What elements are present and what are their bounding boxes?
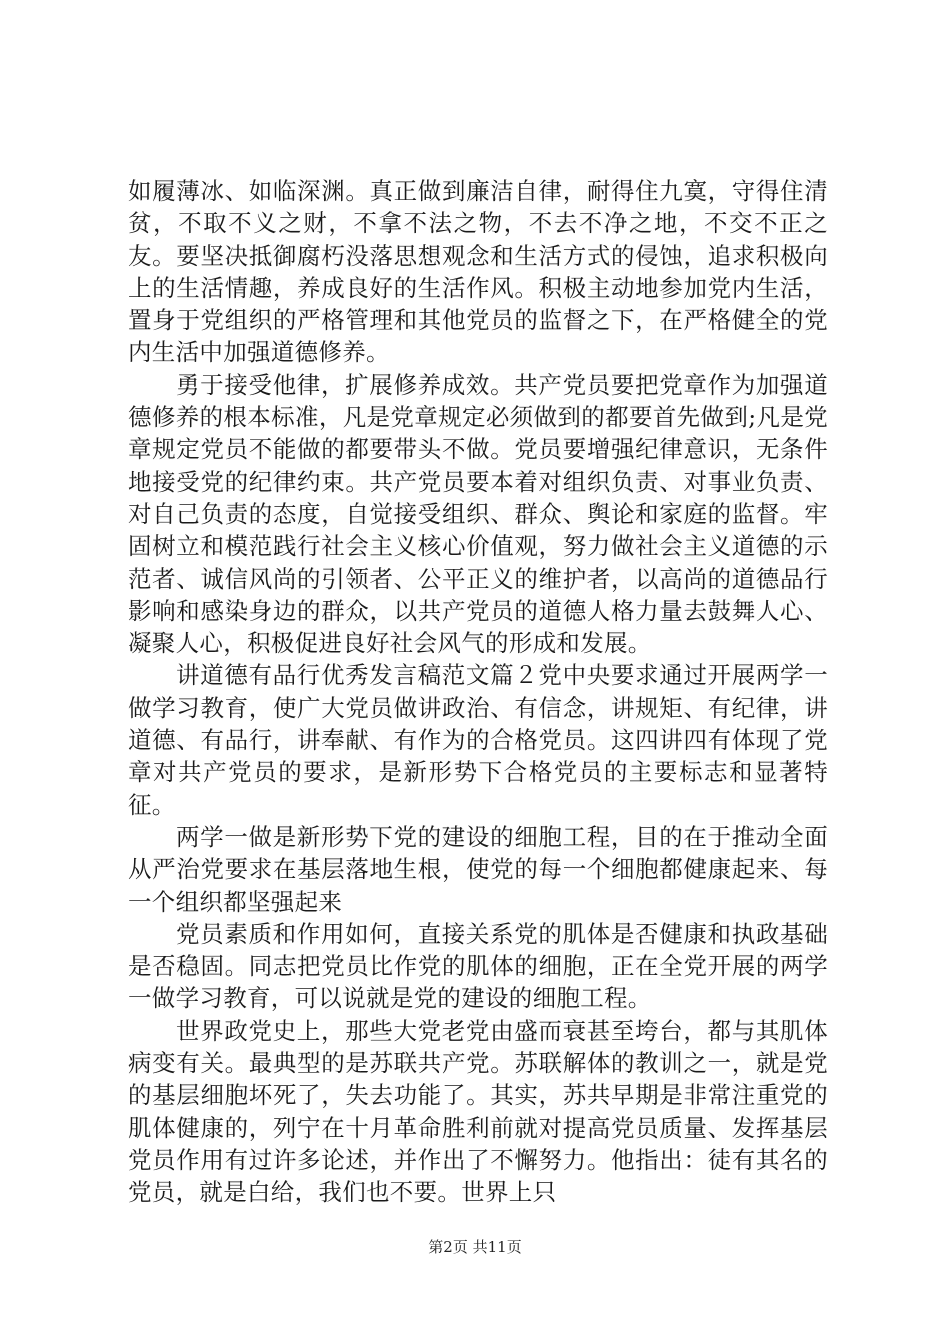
- paragraph-1: 如履薄冰、如临深渊。真正做到廉洁自律，耐得住九寞，守得住清贫，不取不义之财，不拿不法之物，不去不净之地，不交不正之友。要坚决抵御腐朽没落思想观念和生活方式的侵蚀，追求积极向上的生活情趣，养成良好的生活作风。积极主动地参加党内生活，置身于党组织的严格管理和其他党员的监督之下，在严格健全的党内生活中加强道德修养。: [128, 177, 828, 367]
- paragraph-6: 世界政党史上，那些大党老党由盛而衰甚至垮台，都与其肌体病变有关。最典型的是苏联共产党。苏联解体的教训之一，就是党的基层细胞坏死了，失去功能了。其实，苏共早期是非常注重党的肌体健康的，列宁在十月革命胜利前就对提高党员质量、发挥基层党员作用有过许多论述，并作出了不懈努力。他指出：徒有其名的党员，就是白给，我们也不要。世界上只: [128, 1016, 828, 1207]
- paragraph-3: 讲道德有品行优秀发言稿范文篇２党中央要求通过开展两学一做学习教育，使广大党员做讲政治、有信念，讲规矩、有纪律，讲道德、有品行，讲奉献、有作为的合格党员。这四讲四有体现了党章对共产党员的要求，是新形势下合格党员的主要标志和显著特征。: [128, 661, 828, 819]
- page-number-footer: 第2页 共11页: [428, 1238, 522, 1256]
- paragraph-4: 两学一做是新形势下党的建设的细胞工程，目的在于推动全面从严治党要求在基层落地生根，使党的每一个细胞都健康起来、每一个组织都坚强起来: [128, 822, 828, 916]
- paragraph-2: 勇于接受他律，扩展修养成效。共产党员要把党章作为加强道德修养的根本标准，凡是党章规定必须做到的都要首先做到;凡是党章规定党员不能做的都要带头不做。党员要增强纪律意识，无条件地接受党的纪律约束。共产党员要本着对组织负责、对事业负责、对自己负责的态度，自觉接受组织、群众、舆论和家庭的监督。牢固树立和模范践行社会主义核心价值观，努力做社会主义道德的示范者、诚信风尚的引领者、公平正义的维护者，以高尚的道德品行影响和感染身边的群众，以共产党员的道德人格力量去鼓舞人心、凝聚人心，积极促进良好社会风气的形成和发展。: [128, 370, 828, 658]
- paragraph-5: 党员素质和作用如何，直接关系党的肌体是否健康和执政基础是否稳固。同志把党员比作党的肌体的细胞，正在全党开展的两学一做学习教育，可以说就是党的建设的细胞工程。: [128, 919, 828, 1013]
- document-body: [128, 175, 828, 1209]
